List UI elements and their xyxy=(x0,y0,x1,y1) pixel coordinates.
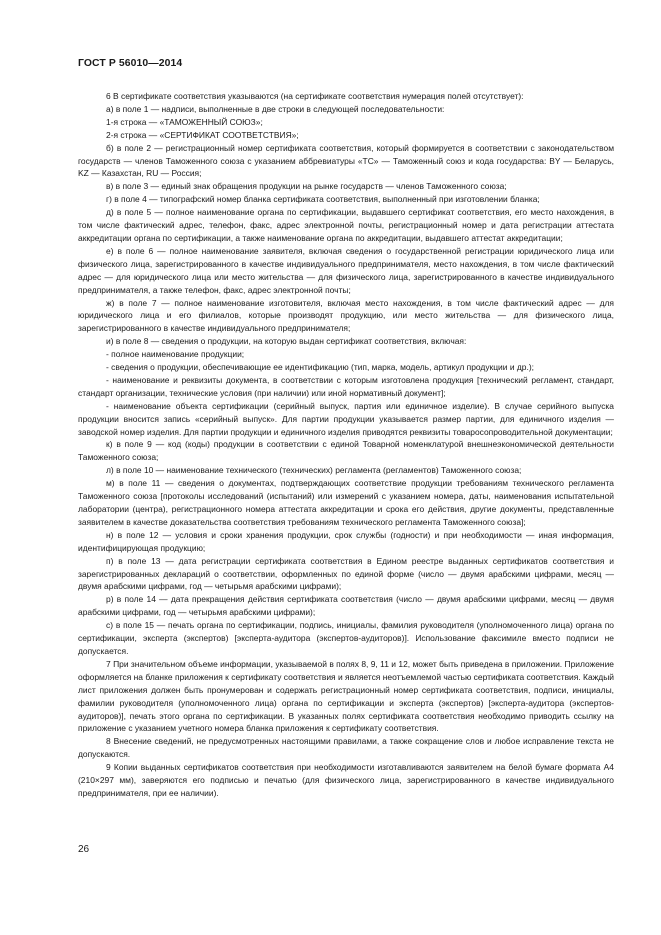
paragraph: с) в поле 15 — печать органа по сертификации, подпись, инициалы, фамилия руководителя (уполномоченного лица) органа по сертификации, эксперта (экспертов) [эксперта-аудитора (экспертов-аудиторов)]. Использование факсимиле вместо подписи не допускается. xyxy=(78,620,614,656)
paragraph: - полное наименование продукции; xyxy=(106,349,245,360)
paragraph: б) в поле 2 — регистрационный номер сертификата соответствия, который формируется в соответствии с законодательством государств — членов Таможенного союза с указанием аббревиатуры «ТС» — Таможенный союз и кода государства: BY — Беларусь, KZ — Казахстан, RU — Россия; xyxy=(78,142,614,179)
paragraph: 8 Внесение сведений, не предусмотренных настоящими правилами, а также сокращение слов и любое исправление текста не допускаются. xyxy=(78,736,614,760)
paragraph: - сведения о продукции, обеспечивающие ее идентификацию (тип, марка, модель, артикул продукции и др.); xyxy=(106,362,535,373)
paragraph: в) в поле 3 — единый знак обращения продукции на рынке государств — членов Таможенного союза; xyxy=(106,181,507,192)
document-body xyxy=(78,90,614,800)
paragraph: 2-я строка — «СЕРТИФИКАТ СООТВЕТСТВИЯ»; xyxy=(106,129,299,140)
paragraph: 6 В сертификате соответствия указываются (на сертификате соответствия нумерация полей отсутствует): xyxy=(106,91,524,101)
paragraph: 9 Копии выданных сертификатов соответствия при необходимости изготавливаются заявителем на белой бумаге формата А4 (210×297 мм), заверяются его подписью и печатью (для физического лица, зарегистрированного в качестве индивидуального предпринимателя, при ее наличии). xyxy=(78,762,614,798)
paragraph: е) в поле 6 — полное наименование заявителя, включая сведения о государственной регистрации юридического лица или физического лица, зарегистрированного в качестве индивидуального предпринимателя, место нахождения, в том числе фактический адрес — для юридического лица или место жительства — для физического лица, зарегистрированного в качестве индивидуального предпринимателя, а также телефон, факс, адрес электронной почты; xyxy=(78,245,614,295)
paragraph: - наименование объекта сертификации (серийный выпуск, партия или единичное изделие). В случае серийного выпуска продукции вносится запись «серийный выпуск». Для партии продукции указывается размер партии, для единичного изделия — заводской номер изделия. Для партии продукции и единичного изделия приводятся реквизиты товаросопроводительной документации; xyxy=(78,400,614,437)
paragraph: - наименование и реквизиты документа, в соответствии с которым изготовлена продукция [технический регламент, стандарт, стандарт организации, технические условия (при наличии) или иной нормативный документ]; xyxy=(78,374,614,398)
paragraph: п) в поле 13 — дата регистрации сертификата соответствия в Едином реестре выданных сертификатов соответствия и зарегистрированных деклараций о соответствии, оформленных по единой форме (число — двумя арабскими цифрами, месяц — двумя арабскими цифрами, год — четырьмя арабскими цифрами); xyxy=(78,555,614,592)
paragraph: д) в поле 5 — полное наименование органа по сертификации, выдавшего сертификат соответствия, его место нахождения, в том числе фактический адрес, телефон, факс, адрес электронной почты, регистрационный номер и дата регистрации аттестата аккредитации органа по сертификации, а также наименование органа по аккредитации, выдавшего аттестат аккредитации; xyxy=(78,207,614,243)
paragraph: 1-я строка — «ТАМОЖЕННЫЙ СОЮЗ»; xyxy=(106,116,263,127)
paragraph: л) в поле 10 — наименование технического (технических) регламента (регламентов) Таможенного союза; xyxy=(106,465,522,476)
paragraph: ж) в поле 7 — полное наименование изготовителя, включая место нахождения, в том числе фактический адрес — для юридического лица и его филиалов, которые производят продукцию, или место жительства — для физического лица, зарегистрированного в качестве индивидуального предпринимателя; xyxy=(78,297,614,334)
paragraph: 7 При значительном объеме информации, указываемой в полях 8, 9, 11 и 12, может быть приведена в приложении. Приложение оформляется на бланке приложения к сертификату соответствия и является неотъемлемой частью сертификата соответствия. Каждый лист приложения должен быть пронумерован и содержать регистрационный номер сертификата соответствия, подписи, инициалы, фамилии руководителя (уполномоченного лица) органа по сертификации и эксперта (экспертов) [эксперта-аудитора (экспертов-аудиторов)], печать этого органа по сертификации. В указанных полях сертификата соответствия необходимо приводить ссылку на приложение с указанием учетного номера бланка приложения к сертификату соответствия. xyxy=(78,658,614,734)
paragraph: р) в поле 14 — дата прекращения действия сертификата соответствия (число — двумя арабскими цифрами, месяц — двумя арабскими цифрами, год — четырьмя арабскими цифрами); xyxy=(78,594,614,618)
paragraph: к) в поле 9 — код (коды) продукции в соответствии с единой Товарной номенклатурой внешнеэкономической деятельности Таможенного союза; xyxy=(78,439,614,463)
paragraph: г) в поле 4 — типографский номер бланка сертификата соответствия, выполненный при изготовлении бланка; xyxy=(106,194,540,205)
page-number: 26 xyxy=(78,844,90,855)
paragraph: н) в поле 12 — условия и сроки хранения продукции, срок службы (годности) и при необходимости — иная информация, идентифицирующая продукцию; xyxy=(78,529,614,553)
paragraph: м) в поле 11 — сведения о документах, подтверждающих соответствие продукции требованиям технического регламента Таможенного союза [протоколы исследований (испытаний) или измерений с указанием номера, даты, наименования испытательной лаборатории (центра), регистрационного номера аттестата аккредитации и срока его действия, другие документы, представленные заявителем в качестве доказательства соответствия требованиям технического регламента Таможенного союза]; xyxy=(78,478,614,527)
paragraph: а) в поле 1 — надписи, выполненные в две строки в следующей последовательности: xyxy=(106,103,445,114)
document-header: ГОСТ Р 56010—2014 xyxy=(78,58,183,69)
paragraph: и) в поле 8 — сведения о продукции, на которую выдан сертификат соответствия, включая: xyxy=(106,336,467,347)
